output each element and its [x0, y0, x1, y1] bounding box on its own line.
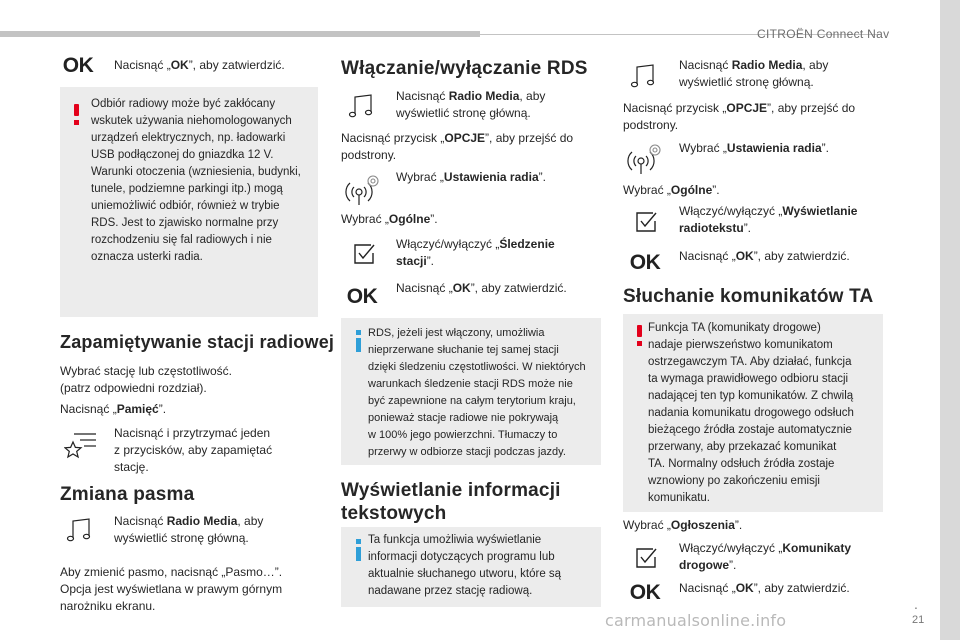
ok-step-text: Nacisnąć „OK”, aby zatwierdzić.	[679, 581, 850, 595]
header-title: CITROËN Connect Nav	[757, 27, 890, 41]
band-step-text: Nacisnąć Radio Media, aby wyświetlić stronę główną.	[114, 514, 264, 545]
edge-dot: .	[914, 596, 918, 612]
info-rds-text: RDS, jeżeli jest włączony, umożliwia nieprzerwane słuchanie tej samej stacji dzięki śledzeniu częstotliwości. W niektórych warunkach śledzenie stacji RDS może nie być zapewnione na całym terytorium kraju, ponieważ stacje radiowe nie pokrywają w 100% jego powierzchni. Tłumaczy to przerwy w odbiorze stacji podczas jazdy.	[368, 327, 586, 458]
page-edge-strip	[940, 0, 960, 640]
info-text-text: Ta funkcja umożliwia wyświetlanie informacji dotyczących programu lub aktualnie słuchanego utworu, które są nadawane przez stację radiową.	[368, 534, 562, 597]
watermark: carmanualsonline.info	[605, 611, 787, 630]
ok-step-text: Nacisnąć „OK”, aby zatwierdzić.	[679, 249, 850, 263]
checkbox-icon	[630, 206, 662, 238]
announce-step-text: Wybrać „Ogłoszenia”.	[623, 518, 743, 532]
heading-band: Zmiana pasma	[60, 484, 195, 505]
ok-icon: OK	[62, 54, 94, 77]
toggle-rds-text: Włączyć/wyłączyć „Śledzenie stacji”.	[396, 237, 555, 268]
heading-ta: Słuchanie komunikatów TA	[623, 286, 874, 307]
memory-text: Wybrać stację lub częstotliwość. (patrz odpowiedni rozdział).	[60, 364, 232, 395]
general-step-text: Wybrać „Ogólne”.	[623, 183, 720, 197]
info-panel-rds	[341, 318, 601, 465]
warning-icon-dot	[74, 120, 79, 125]
heading-memory: Zapamiętywanie stacji radiowej	[60, 332, 335, 352]
band-text: Aby zmienić pasmo, nacisnąć „Pasmo…”. Opcja jest wyświetlana w prawym górnym narożniku ekranu.	[60, 565, 283, 613]
info-icon-dot	[356, 330, 361, 335]
ok-step-text: Nacisnąć „OK”, aby zatwierdzić.	[396, 281, 567, 295]
info-panel-text	[341, 527, 601, 607]
radio-step-text: Nacisnąć Radio Media, aby wyświetlić stronę główną.	[679, 58, 829, 89]
options-text: Nacisnąć przycisk „OPCJE”, aby przejść do podstrony.	[341, 131, 574, 162]
ok-icon: OK	[629, 581, 661, 604]
radio-settings-icon	[626, 141, 664, 177]
music-note-icon	[346, 90, 378, 122]
toggle-traffic-text: Włączyć/wyłączyć „Komunikaty drogowe”.	[679, 541, 852, 572]
warning-ta-text: Funkcja TA (komunikaty drogowe) nadaje pierwszeństwo komunikatom ostrzegawczym TA. Aby działać, funkcja ta wymaga prawidłowego odbioru stacji nadającej ten typ komunikatów. Z chwilą nadania komunikatu drogowego odsłuch bieżącego źródła zostaje automatycznie przerwany, aby przekazać komunikat TA. Normalny odsłuch źródła zostaje wznowiony po zakończeniu emisji komunikatu.	[648, 322, 854, 504]
warning-icon	[637, 325, 642, 337]
toggle-radiotext-text: Włączyć/wyłączyć „Wyświetlanie radiotekstu”.	[679, 204, 858, 235]
music-note-icon	[628, 60, 660, 92]
info-icon-dot	[356, 539, 361, 544]
warning-panel-reception	[60, 87, 318, 317]
radio-step-text: Nacisnąć Radio Media, aby wyświetlić stronę główną.	[396, 89, 546, 120]
ok-icon: OK	[346, 285, 378, 308]
page-number: 21	[912, 614, 925, 626]
warning-panel-ta	[623, 314, 883, 512]
settings-step-text: Wybrać „Ustawienia radia”.	[396, 170, 546, 184]
heading-rds: Włączanie/wyłączanie RDS	[341, 58, 588, 79]
ok-icon: OK	[629, 251, 661, 274]
ok-step-text: Nacisnąć „OK”, aby zatwierdzić.	[114, 58, 285, 72]
heading-text-info: Wyświetlanie informacji tekstowych	[341, 480, 561, 524]
checkbox-icon	[348, 238, 380, 270]
warning-icon	[74, 104, 79, 116]
options-text: Nacisnąć przycisk „OPCJE”, aby przejść do podstrony.	[623, 101, 856, 132]
checkbox-icon	[630, 542, 662, 574]
header-rule-left	[0, 31, 480, 37]
memory-press-text: Nacisnąć „Pamięć”.	[60, 402, 167, 416]
info-icon	[356, 338, 361, 352]
settings-step-text: Wybrać „Ustawienia radia”.	[679, 141, 829, 155]
general-step-text: Wybrać „Ogólne”.	[341, 212, 438, 226]
star-list-icon	[64, 427, 100, 463]
warning-icon-dot	[637, 341, 642, 346]
info-icon	[356, 547, 361, 561]
warning-text: Odbiór radiowy może być zakłócany wskutek używania niehomologowanych urządzeń elektrycznych, np. ładowarki USB podłączonej do gniazdka 12 V. Warunki otoczenia (wzniesienia, budynki, tunele, podziemne parkingi itp.) mogą uniemożliwić odbiór, również w trybie RDS. Jest to zjawisko normalne przy rozchodzeniu się fal radiowych i nie oznacza usterki radia.	[91, 98, 301, 263]
radio-settings-icon	[344, 172, 382, 208]
memory-hold-text: Nacisnąć i przytrzymać jeden z przycisków, aby zapamiętać stację.	[114, 426, 273, 474]
music-note-icon	[64, 514, 96, 546]
